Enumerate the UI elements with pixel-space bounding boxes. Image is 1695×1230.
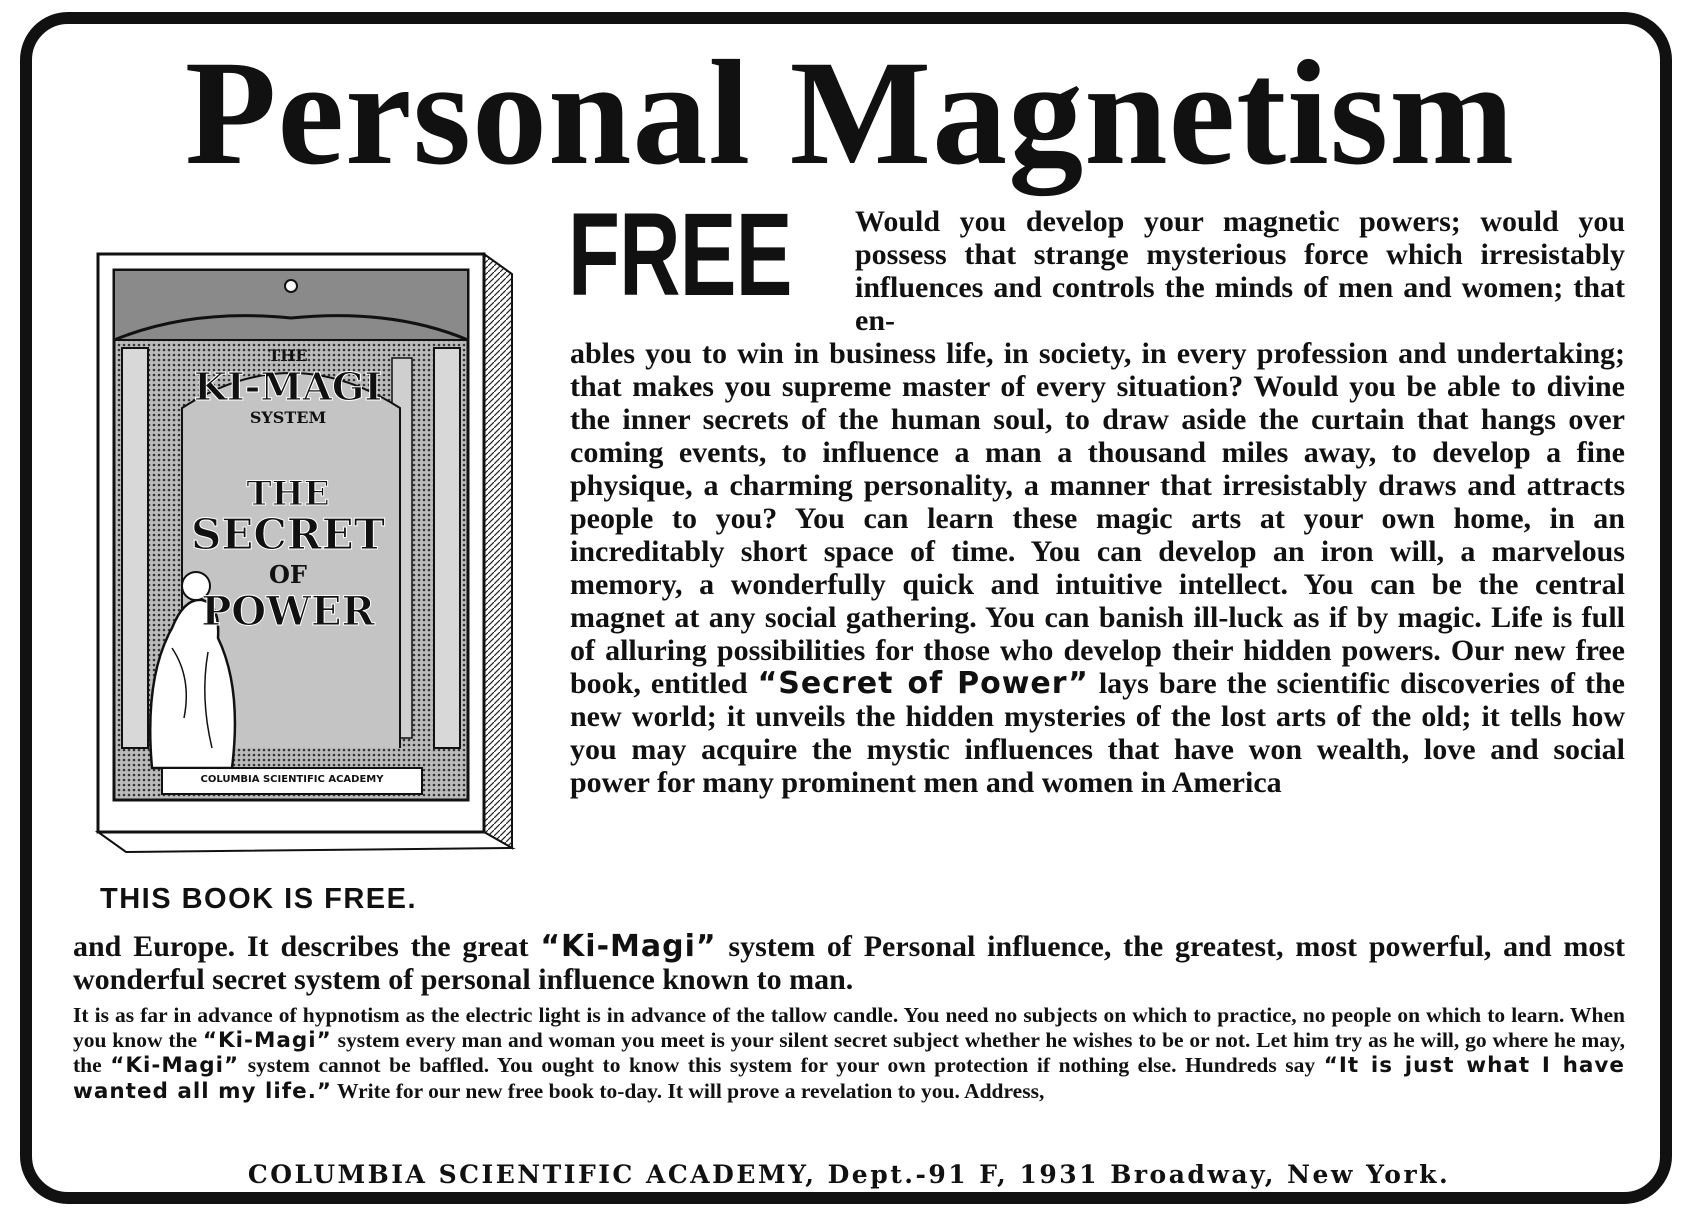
kimagi-term: “Ki-Magi” xyxy=(202,1027,332,1053)
body-paragraph-main xyxy=(570,337,1625,799)
ad-headline: Personal Magnetism xyxy=(184,30,1516,196)
fine-print-segment: system every man and woman you meet is your silent secret subject whether he wishes to be or not. Let him try as he will, go where he may, the xyxy=(73,1027,1625,1078)
testimonial-quote: “It is just what I have wanted all my life.” xyxy=(73,1053,1625,1104)
kimagi-term: “Ki-Magi” xyxy=(540,929,717,964)
cover-line-of: OF xyxy=(269,560,307,589)
cover-line-secret: SECRET xyxy=(191,510,385,559)
cover-line-system: SYSTEM xyxy=(249,408,327,427)
body-paragraph-wide xyxy=(73,930,1625,996)
kimagi-term: “Ki-Magi” xyxy=(110,1053,240,1079)
cover-line-the-top: THE xyxy=(268,346,308,365)
cover-line-kimagi: KI-MAGI xyxy=(193,364,383,409)
body-text-segment: system of Personal influence, the greatest, most powerful, and most wonderful secret system of personal influence known to man. xyxy=(73,930,1625,996)
body-paragraph-top: Would you develop your magnetic powers; would you possess that strange mysterious force which irresistably influences and controls the minds of men and women; that en- xyxy=(855,205,1625,337)
cover-line-the: THE xyxy=(246,474,330,514)
book-illustration xyxy=(92,248,522,860)
free-heading: FREE xyxy=(568,189,792,321)
fine-print-paragraph xyxy=(73,1003,1625,1104)
cover-line-power: POWER xyxy=(201,588,375,635)
body-text-segment: and Europe. It describes the great xyxy=(73,930,541,963)
fine-print-segment: system cannot be baffled. You ought to know this system for your own protection if nothing else. Hundreds say xyxy=(239,1053,1324,1078)
cover-publisher: COLUMBIA SCIENTIFIC ACADEMY xyxy=(200,774,384,785)
book-title-secret-of-power: “Secret of Power” xyxy=(757,666,1089,701)
body-text-segment: ables you to win in business life, in society, in every profession and undertaking; that makes you supreme master of every situation? Would you be able to divine the inner secrets of the human soul, to draw aside the curtain that hangs over coming events, to influence a man a thousand miles away, to develop a fine physique, a charming personality, a manner that irresistably draws and attracts people to you? You can learn these magic arts at your own home, in an increditably short space of time. You can develop an iron will, a marvelous memory, a wonderfully quick and intuitive intellect. You can be the central magnet at any social gathering. You can banish ill-luck as if by magic. Life is full of alluring possibilities for those who develop their hidden powers. Our new free book, entitled xyxy=(570,337,1625,700)
mailing-address: COLUMBIA SCIENTIFIC ACADEMY, Dept.-91 F, 1931 Broadway, New York. xyxy=(247,1160,1451,1189)
fine-print-segment: Write for our new free book to-day. It will prove a revelation to you. Address, xyxy=(332,1078,1045,1103)
body-text-segment: lays bare the scientific discoveries of the new world; it unveils the hidden mysteries of the lost arts of the old; it tells how you may acquire the mystic influences that have won wealth, love and social power for many prominent men and women in America xyxy=(570,667,1625,799)
book-cover-title xyxy=(92,248,484,832)
book-caption: THIS BOOK IS FREE. xyxy=(100,883,418,915)
fine-print-segment: It is as far in advance of hypnotism as the electric light is in advance of the tallow candle. You need no subjects on which to practice, no people on which to learn. When you know the xyxy=(73,1003,1625,1052)
